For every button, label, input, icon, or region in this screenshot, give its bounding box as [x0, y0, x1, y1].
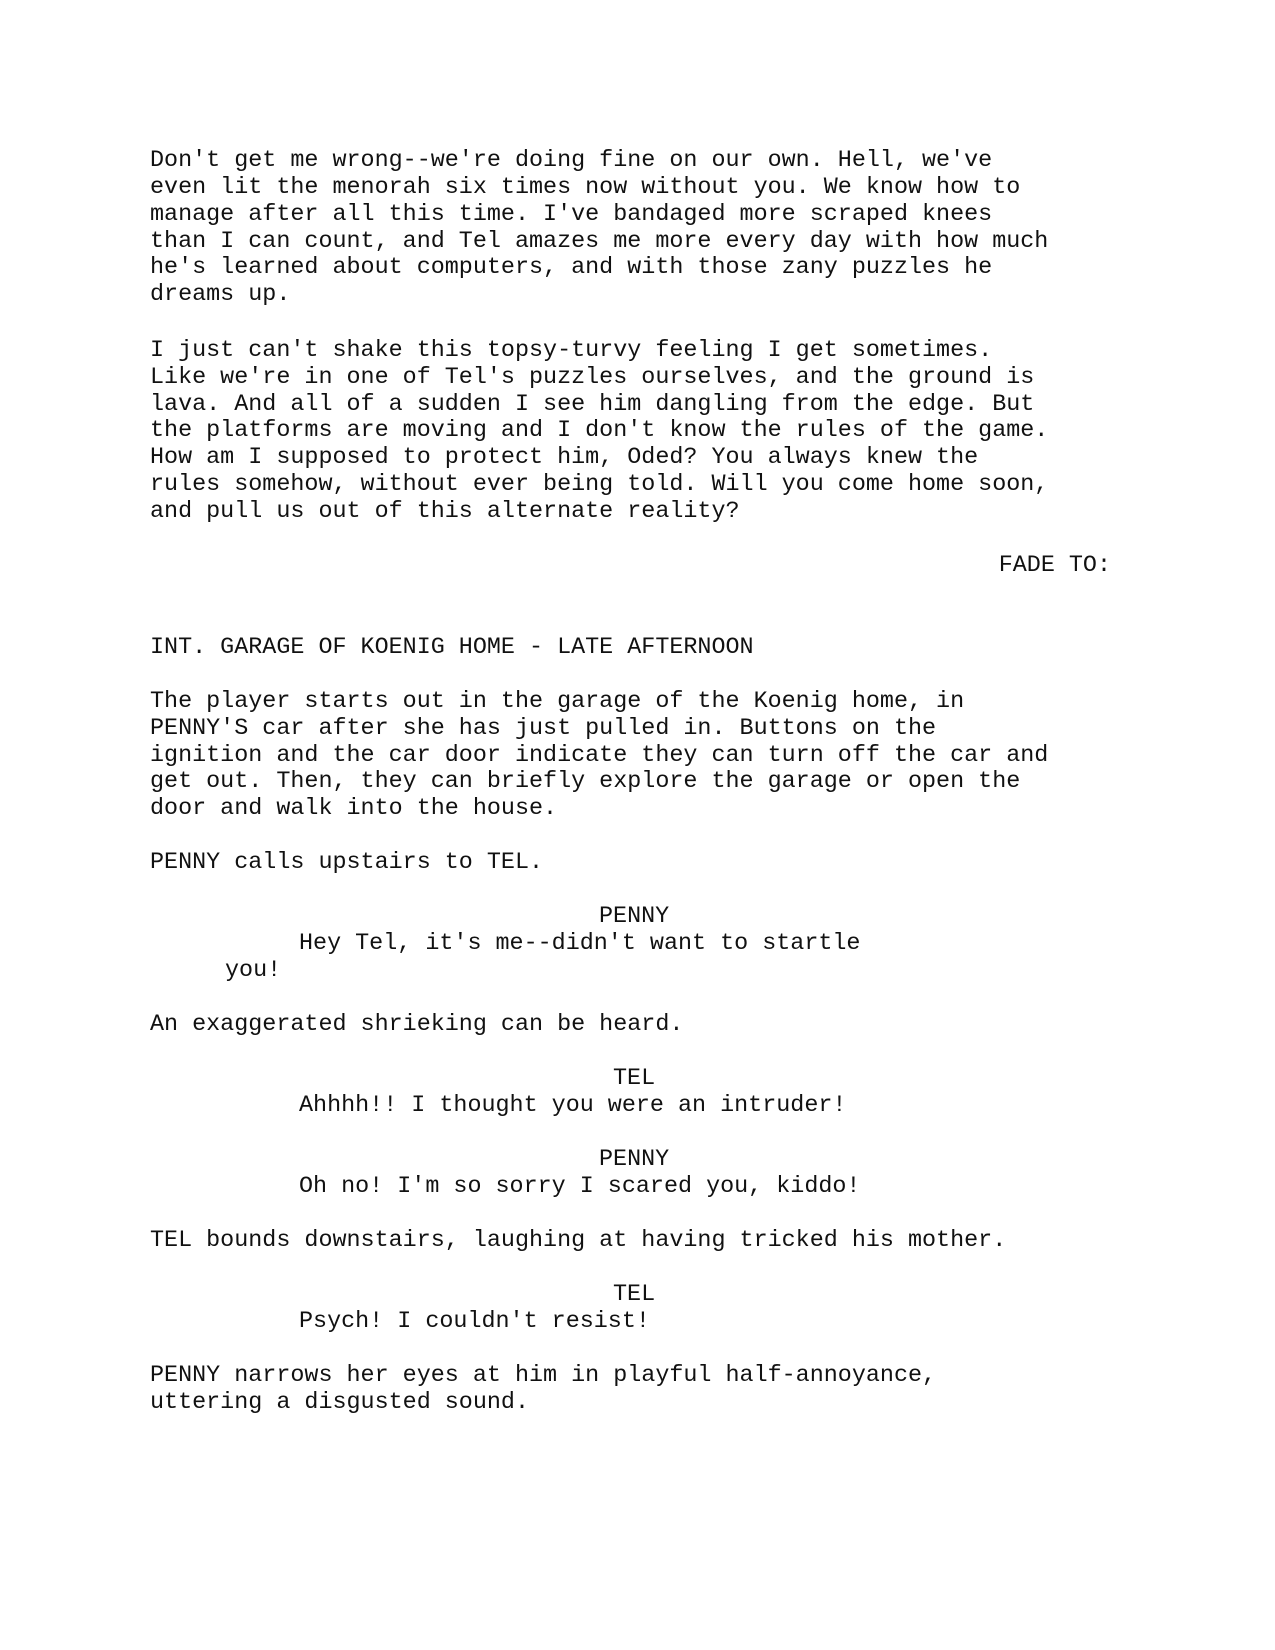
character-cue: PENNY [599, 904, 670, 930]
character-cue: PENNY [599, 1147, 670, 1173]
text-line: How am I supposed to protect him, Oded? You always knew the [150, 445, 979, 471]
character-cue: TEL [613, 1282, 656, 1308]
text-line: Don't get me wrong--we're doing fine on our own. Hell, we've [150, 148, 993, 174]
text-line: Like we're in one of Tel's puzzles ourselves, and the ground is [150, 365, 1035, 391]
action-line: TEL bounds downstairs, laughing at having tricked his mother. [150, 1228, 1007, 1254]
text-line: PENNY'S car after she has just pulled in. Buttons on the [150, 716, 937, 742]
dialogue-line: Ahhhh!! I thought you were an intruder! [299, 1093, 847, 1119]
text-line: get out. Then, they can briefly explore the garage or open the [150, 769, 1021, 795]
action-line: PENNY calls upstairs to TEL. [150, 850, 544, 876]
dialogue-line: Hey Tel, it's me--didn't want to startle [299, 931, 861, 957]
text-line: The player starts out in the garage of the Koenig home, in [150, 689, 965, 715]
text-line: I just can't shake this topsy-turvy feeling I get sometimes. [150, 338, 993, 364]
dialogue-line: Oh no! I'm so sorry I scared you, kiddo! [299, 1174, 861, 1200]
text-line: door and walk into the house. [150, 796, 558, 822]
text-line: he's learned about computers, and with those zany puzzles he [150, 255, 993, 281]
text-line: and pull us out of this alternate reality? [150, 499, 740, 525]
character-cue: TEL [613, 1066, 656, 1092]
text-line: dreams up. [150, 282, 291, 308]
text-line: the platforms are moving and I don't know the rules of the game. [150, 418, 1049, 444]
text-line: PENNY narrows her eyes at him in playful half-annoyance, [150, 1363, 937, 1389]
text-line: than I can count, and Tel amazes me more every day with how much [150, 229, 1049, 255]
dialogue-line: Psych! I couldn't resist! [299, 1309, 650, 1335]
dialogue-line: you! [225, 958, 282, 984]
text-line: lava. And all of a sudden I see him dangling from the edge. But [150, 392, 1035, 418]
text-line: manage after all this time. I've bandaged more scraped knees [150, 202, 993, 228]
scene-heading: INT. GARAGE OF KOENIG HOME - LATE AFTERNOON [150, 635, 754, 661]
text-line: rules somehow, without ever being told. Will you come home soon, [150, 472, 1049, 498]
text-line: ignition and the car door indicate they can turn off the car and [150, 743, 1049, 769]
text-line: even lit the menorah six times now without you. We know how to [150, 175, 1021, 201]
transition: FADE TO: [998, 553, 1111, 579]
text-line: uttering a disgusted sound. [150, 1390, 529, 1416]
action-line: An exaggerated shrieking can be heard. [150, 1012, 684, 1038]
